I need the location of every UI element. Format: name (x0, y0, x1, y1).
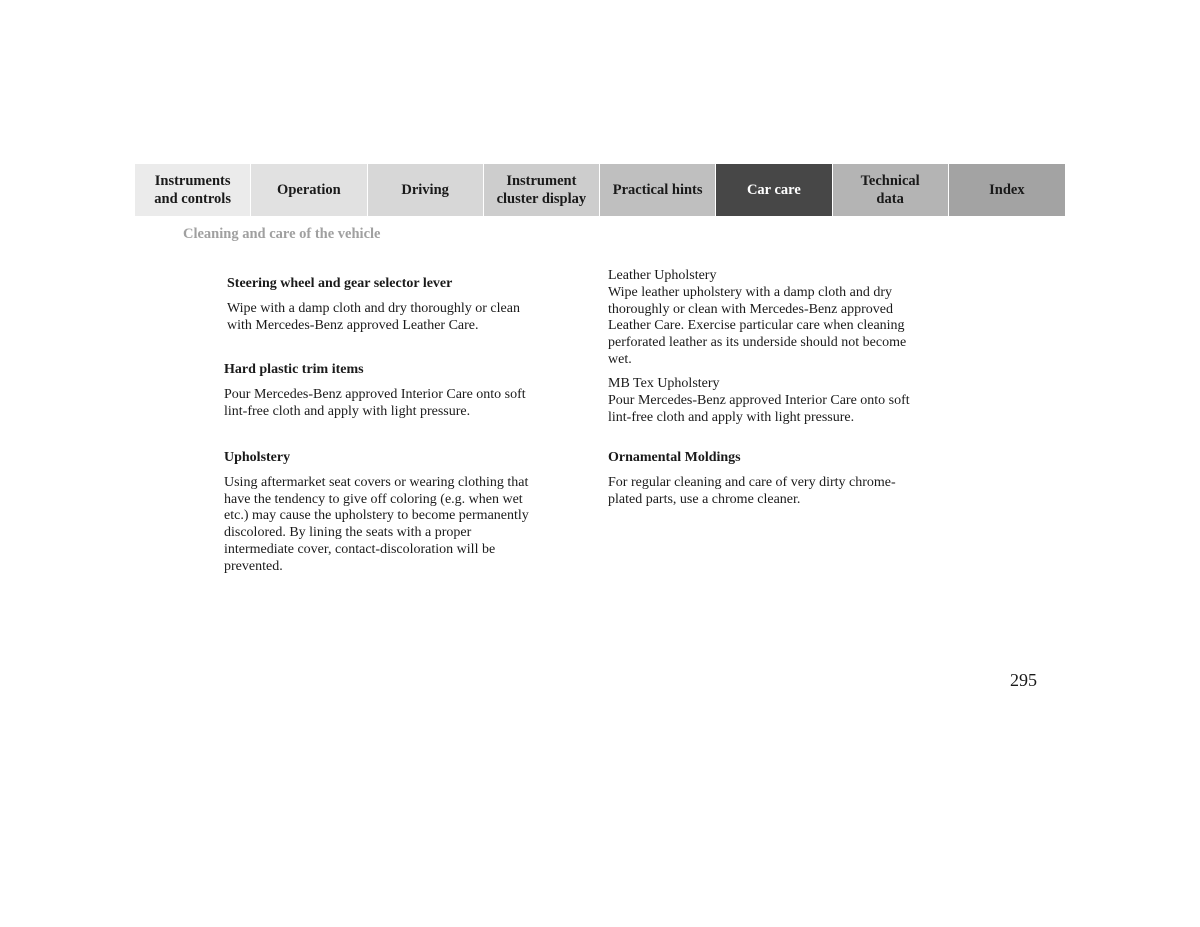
steering-section (227, 276, 520, 334)
leather-line-3: Leather Care. Exercise particular care when cleaning (608, 318, 905, 334)
upholstery-section (224, 450, 529, 576)
steering-line-1: Wipe with a damp cloth and dry thoroughly or clean (227, 300, 520, 316)
leather-line-2: thoroughly or clean with Mercedes-Benz approved (608, 301, 893, 317)
hard-plastic-line-1: Pour Mercedes-Benz approved Interior Care onto soft (224, 386, 526, 402)
upholstery-line-5: intermediate cover, contact-discoloration will be (224, 541, 496, 557)
tab-technical-data[interactable]: Technical data (833, 164, 949, 216)
leather-section (608, 268, 906, 369)
tab-car-care[interactable]: Car care (716, 164, 832, 216)
upholstery-line-6: prevented. (224, 558, 283, 574)
hard-plastic-line-2: lint-free cloth and apply with light pressure. (224, 403, 471, 419)
upholstery-line-2: have the tendency to give off coloring (e.g. when wet (224, 491, 523, 507)
hard-plastic-section (224, 362, 526, 420)
upholstery-heading: Upholstery (224, 450, 291, 465)
leather-line-1: Wipe leather upholstery with a damp cloth and dry (608, 284, 893, 300)
page-number: 295 (1010, 670, 1037, 690)
steering-line-2: with Mercedes-Benz approved Leather Care. (227, 317, 479, 333)
mbtex-line-1: Pour Mercedes-Benz approved Interior Care onto soft (608, 392, 910, 408)
mbtex-line-2: lint-free cloth and apply with light pressure. (608, 409, 855, 425)
mbtex-subheading: MB Tex Upholstery (608, 376, 720, 391)
ornamental-heading: Ornamental Moldings (608, 450, 741, 465)
tab-driving[interactable]: Driving (368, 164, 484, 216)
hard-plastic-heading: Hard plastic trim items (224, 362, 364, 377)
ornamental-line-2: plated parts, use a chrome cleaner. (608, 491, 801, 507)
leather-subheading: Leather Upholstery (608, 268, 717, 283)
steering-heading: Steering wheel and gear selector lever (227, 276, 453, 291)
section-title: Cleaning and care of the vehicle (183, 226, 381, 242)
upholstery-line-3: etc.) may cause the upholstery to become permanently (224, 508, 529, 524)
chapter-tab-bar (135, 164, 1065, 216)
upholstery-line-4: discolored. By lining the seats with a proper (224, 525, 472, 541)
tab-instruments-and-controls[interactable]: Instruments and controls (135, 164, 251, 216)
ornamental-section (608, 450, 896, 508)
mbtex-section (608, 376, 910, 426)
tab-instrument-cluster-display[interactable]: Instrument cluster display (484, 164, 600, 216)
leather-line-4: perforated leather as its underside should not become (608, 335, 907, 351)
tab-practical-hints[interactable]: Practical hints (600, 164, 716, 216)
ornamental-line-1: For regular cleaning and care of very dirty chrome- (608, 474, 896, 490)
leather-line-5: wet. (608, 351, 632, 367)
tab-index[interactable]: Index (949, 164, 1065, 216)
upholstery-line-1: Using aftermarket seat covers or wearing clothing that (224, 474, 529, 490)
tab-operation[interactable]: Operation (251, 164, 367, 216)
